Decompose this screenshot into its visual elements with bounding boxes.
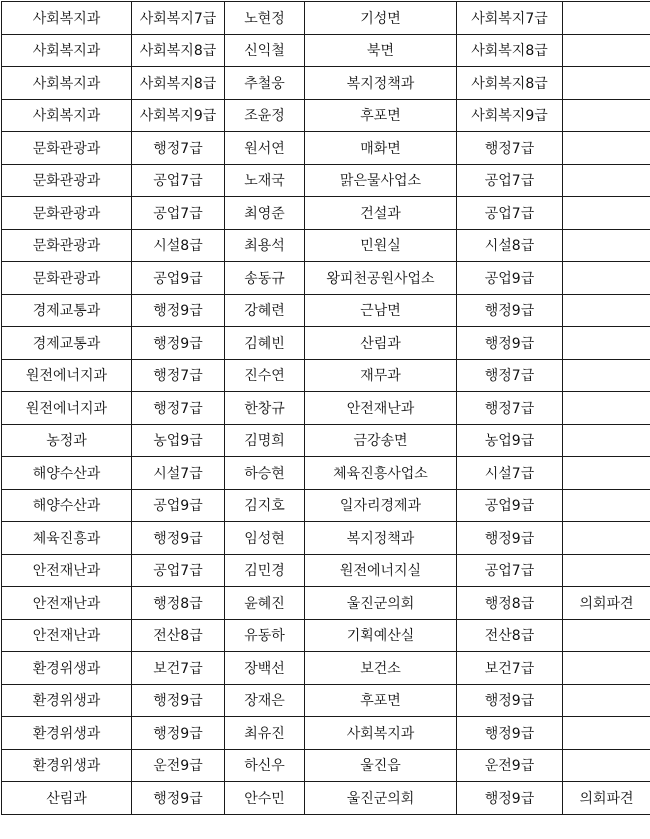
table-row — [2, 359, 650, 392]
note-cell — [563, 164, 650, 197]
table-row — [2, 2, 650, 35]
from-grade-cell: 운전9급 — [132, 749, 225, 782]
to-grade-cell: 사회복지8급 — [457, 67, 563, 100]
name-cell: 한창규 — [225, 392, 305, 425]
to-grade-cell: 행정7급 — [457, 392, 563, 425]
to-department-cell: 기획예산실 — [305, 619, 457, 652]
to-department-cell: 복지정책과 — [305, 67, 457, 100]
to-department-cell: 복지정책과 — [305, 522, 457, 555]
name-cell: 유동하 — [225, 619, 305, 652]
from-grade-cell: 행정8급 — [132, 587, 225, 620]
name-cell: 최용석 — [225, 229, 305, 262]
from-department-cell: 안전재난과 — [2, 587, 132, 620]
from-department-cell: 문화관광과 — [2, 229, 132, 262]
table-row — [2, 652, 650, 685]
to-grade-cell: 공업9급 — [457, 262, 563, 295]
to-department-cell: 기성면 — [305, 2, 457, 35]
from-department-cell: 문화관광과 — [2, 164, 132, 197]
table-row — [2, 554, 650, 587]
table-row — [2, 457, 650, 490]
from-grade-cell: 시설8급 — [132, 229, 225, 262]
to-grade-cell: 사회복지7급 — [457, 2, 563, 35]
name-cell: 김민경 — [225, 554, 305, 587]
name-cell: 김명희 — [225, 424, 305, 457]
to-department-cell: 보건소 — [305, 652, 457, 685]
name-cell: 하신우 — [225, 749, 305, 782]
from-grade-cell: 보건7급 — [132, 652, 225, 685]
from-department-cell: 사회복지과 — [2, 34, 132, 67]
from-department-cell: 사회복지과 — [2, 67, 132, 100]
from-grade-cell: 사회복지7급 — [132, 2, 225, 35]
to-grade-cell: 행정9급 — [457, 327, 563, 360]
table-row — [2, 392, 650, 425]
table-row — [2, 229, 650, 262]
note-cell — [563, 132, 650, 165]
to-department-cell: 맑은물사업소 — [305, 164, 457, 197]
from-department-cell: 환경위생과 — [2, 717, 132, 750]
to-grade-cell: 행정9급 — [457, 782, 563, 815]
from-grade-cell: 행정7급 — [132, 132, 225, 165]
to-department-cell: 일자리경제과 — [305, 489, 457, 522]
note-cell — [563, 684, 650, 717]
to-grade-cell: 사회복지9급 — [457, 99, 563, 132]
from-department-cell: 경제교통과 — [2, 327, 132, 360]
to-grade-cell: 공업7급 — [457, 554, 563, 587]
name-cell: 임성현 — [225, 522, 305, 555]
to-department-cell: 울진군의회 — [305, 782, 457, 815]
to-department-cell: 재무과 — [305, 359, 457, 392]
note-cell: 의회파견 — [563, 782, 650, 815]
table-row — [2, 164, 650, 197]
to-grade-cell: 행정7급 — [457, 359, 563, 392]
note-cell — [563, 717, 650, 750]
from-grade-cell: 공업9급 — [132, 489, 225, 522]
name-cell: 추철웅 — [225, 67, 305, 100]
to-grade-cell: 행정8급 — [457, 587, 563, 620]
from-department-cell: 체육진흥과 — [2, 522, 132, 555]
from-department-cell: 원전에너지과 — [2, 392, 132, 425]
to-grade-cell: 행정9급 — [457, 684, 563, 717]
name-cell: 노재국 — [225, 164, 305, 197]
note-cell — [563, 652, 650, 685]
name-cell: 장재은 — [225, 684, 305, 717]
note-cell — [563, 197, 650, 230]
to-department-cell: 왕피천공원사업소 — [305, 262, 457, 295]
note-cell — [563, 619, 650, 652]
note-cell — [563, 489, 650, 522]
to-department-cell: 울진읍 — [305, 749, 457, 782]
from-department-cell: 환경위생과 — [2, 684, 132, 717]
name-cell: 진수연 — [225, 359, 305, 392]
from-grade-cell: 행정7급 — [132, 359, 225, 392]
from-department-cell: 사회복지과 — [2, 2, 132, 35]
from-grade-cell: 공업9급 — [132, 262, 225, 295]
from-grade-cell: 행정9급 — [132, 782, 225, 815]
to-department-cell: 후포면 — [305, 684, 457, 717]
from-grade-cell: 공업7급 — [132, 554, 225, 587]
from-department-cell: 문화관광과 — [2, 262, 132, 295]
note-cell — [563, 392, 650, 425]
to-grade-cell: 공업7급 — [457, 197, 563, 230]
to-department-cell: 원전에너지실 — [305, 554, 457, 587]
from-grade-cell: 행정9급 — [132, 522, 225, 555]
from-grade-cell: 행정7급 — [132, 392, 225, 425]
to-grade-cell: 행정7급 — [457, 132, 563, 165]
table-row — [2, 424, 650, 457]
from-department-cell: 해양수산과 — [2, 457, 132, 490]
to-department-cell: 후포면 — [305, 99, 457, 132]
name-cell: 안수민 — [225, 782, 305, 815]
to-department-cell: 울진군의회 — [305, 587, 457, 620]
note-cell — [563, 554, 650, 587]
from-department-cell: 환경위생과 — [2, 652, 132, 685]
note-cell — [563, 359, 650, 392]
to-department-cell: 건설과 — [305, 197, 457, 230]
table-row — [2, 782, 650, 815]
to-department-cell: 사회복지과 — [305, 717, 457, 750]
from-grade-cell: 행정9급 — [132, 294, 225, 327]
from-grade-cell: 공업7급 — [132, 197, 225, 230]
to-grade-cell: 운전9급 — [457, 749, 563, 782]
from-grade-cell: 농업9급 — [132, 424, 225, 457]
note-cell — [563, 67, 650, 100]
from-grade-cell: 사회복지8급 — [132, 34, 225, 67]
table-row — [2, 522, 650, 555]
note-cell — [563, 99, 650, 132]
to-grade-cell: 행정9급 — [457, 717, 563, 750]
from-department-cell: 안전재난과 — [2, 554, 132, 587]
to-grade-cell: 시설7급 — [457, 457, 563, 490]
to-grade-cell: 시설8급 — [457, 229, 563, 262]
from-department-cell: 문화관광과 — [2, 197, 132, 230]
name-cell: 장백선 — [225, 652, 305, 685]
to-department-cell: 매화면 — [305, 132, 457, 165]
from-department-cell: 경제교통과 — [2, 294, 132, 327]
to-department-cell: 민원실 — [305, 229, 457, 262]
table-row — [2, 67, 650, 100]
from-grade-cell: 사회복지9급 — [132, 99, 225, 132]
from-department-cell: 사회복지과 — [2, 99, 132, 132]
note-cell — [563, 424, 650, 457]
note-cell — [563, 294, 650, 327]
name-cell: 최영준 — [225, 197, 305, 230]
table-row — [2, 99, 650, 132]
from-department-cell: 환경위생과 — [2, 749, 132, 782]
personnel-transfer-table — [1, 1, 650, 815]
table-row — [2, 34, 650, 67]
from-department-cell: 안전재난과 — [2, 619, 132, 652]
to-grade-cell: 보건7급 — [457, 652, 563, 685]
note-cell — [563, 327, 650, 360]
to-grade-cell: 공업9급 — [457, 489, 563, 522]
table-row — [2, 294, 650, 327]
to-grade-cell: 농업9급 — [457, 424, 563, 457]
table-row — [2, 327, 650, 360]
from-department-cell: 문화관광과 — [2, 132, 132, 165]
from-grade-cell: 공업7급 — [132, 164, 225, 197]
from-department-cell: 해양수산과 — [2, 489, 132, 522]
table-row — [2, 717, 650, 750]
from-grade-cell: 행정9급 — [132, 327, 225, 360]
name-cell: 윤혜진 — [225, 587, 305, 620]
name-cell: 최유진 — [225, 717, 305, 750]
from-grade-cell: 사회복지8급 — [132, 67, 225, 100]
note-cell — [563, 34, 650, 67]
from-department-cell: 원전에너지과 — [2, 359, 132, 392]
to-department-cell: 안전재난과 — [305, 392, 457, 425]
from-grade-cell: 시설7급 — [132, 457, 225, 490]
to-grade-cell: 행정9급 — [457, 294, 563, 327]
to-grade-cell: 공업7급 — [457, 164, 563, 197]
table-row — [2, 684, 650, 717]
from-department-cell: 산림과 — [2, 782, 132, 815]
from-department-cell: 농정과 — [2, 424, 132, 457]
from-grade-cell: 전산8급 — [132, 619, 225, 652]
note-cell — [563, 229, 650, 262]
table-row — [2, 132, 650, 165]
name-cell: 노현정 — [225, 2, 305, 35]
name-cell: 송동규 — [225, 262, 305, 295]
name-cell: 김지호 — [225, 489, 305, 522]
table-body — [2, 2, 650, 815]
to-department-cell: 산림과 — [305, 327, 457, 360]
table-row — [2, 197, 650, 230]
to-department-cell: 북면 — [305, 34, 457, 67]
to-department-cell: 체육진흥사업소 — [305, 457, 457, 490]
table-row — [2, 262, 650, 295]
note-cell: 의회파견 — [563, 587, 650, 620]
note-cell — [563, 749, 650, 782]
name-cell: 하승현 — [225, 457, 305, 490]
to-department-cell: 근남면 — [305, 294, 457, 327]
name-cell: 조윤정 — [225, 99, 305, 132]
note-cell — [563, 457, 650, 490]
table-row — [2, 749, 650, 782]
table-row — [2, 489, 650, 522]
name-cell: 신익철 — [225, 34, 305, 67]
to-grade-cell: 전산8급 — [457, 619, 563, 652]
table-row — [2, 587, 650, 620]
name-cell: 김혜빈 — [225, 327, 305, 360]
to-grade-cell: 사회복지8급 — [457, 34, 563, 67]
name-cell: 강혜련 — [225, 294, 305, 327]
name-cell: 원서연 — [225, 132, 305, 165]
to-grade-cell: 행정9급 — [457, 522, 563, 555]
table-row — [2, 619, 650, 652]
note-cell — [563, 262, 650, 295]
note-cell — [563, 522, 650, 555]
from-grade-cell: 행정9급 — [132, 684, 225, 717]
from-grade-cell: 행정9급 — [132, 717, 225, 750]
to-department-cell: 금강송면 — [305, 424, 457, 457]
note-cell — [563, 2, 650, 35]
